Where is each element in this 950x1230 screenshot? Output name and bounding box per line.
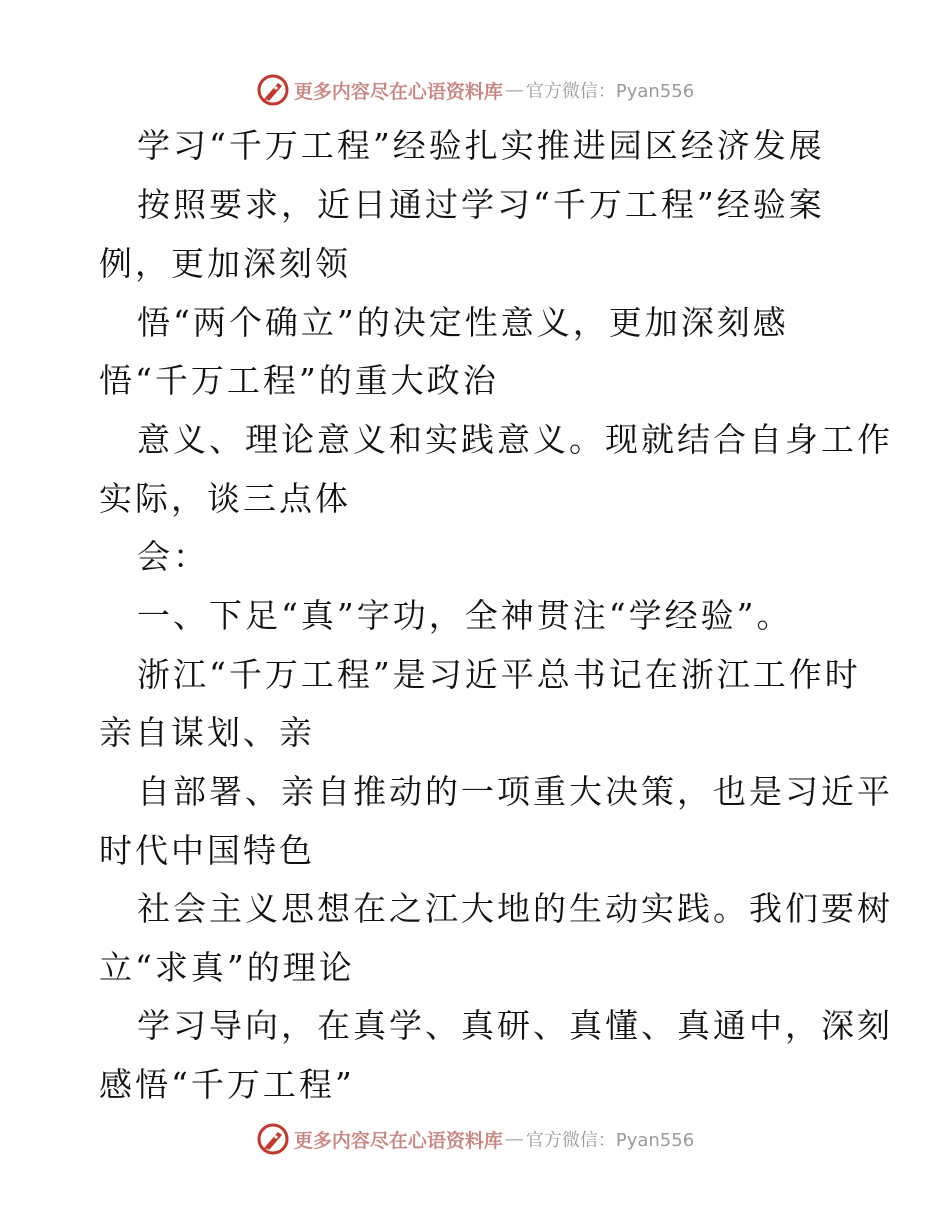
banner-brand-text: 更多内容尽在心语资料库	[293, 1129, 503, 1152]
paragraph-line: 按照要求，近日通过学习“千万工程”经验案	[137, 185, 825, 224]
paragraph-line: 实际，谈三点体	[99, 479, 351, 518]
pen-logo-icon	[256, 1122, 290, 1156]
paragraph-line: 学习导向，在真学、真研、真懂、真通中，深刻	[137, 1006, 893, 1045]
header-banner	[0, 70, 950, 110]
banner-separator: —	[504, 1128, 524, 1150]
paragraph-line: 会：	[137, 537, 209, 576]
paragraph-line: 立“求真”的理论	[99, 948, 355, 987]
paragraph-line: 悟“千万工程”的重大政治	[99, 361, 499, 400]
paragraph-line: 社会主义思想在之江大地的生动实践。我们要树	[137, 889, 893, 928]
document-title: 学习“千万工程”经验扎实推进园区经济发展	[137, 126, 825, 165]
pen-logo-icon	[256, 73, 290, 107]
paragraph-line: 浙江“千万工程”是习近平总书记在浙江工作时	[137, 655, 861, 694]
banner-contact-text: 官方微信：Pyan556	[525, 1130, 695, 1151]
paragraph-line: 时代中国特色	[99, 831, 315, 870]
paragraph-line: 例，更加深刻领	[99, 244, 351, 283]
paragraph-line: 意义、理论意义和实践意义。现就结合自身工作	[137, 420, 893, 459]
banner-separator: —	[504, 79, 524, 101]
paragraph-line: 自部署、亲自推动的一项重大决策，也是习近平	[137, 772, 893, 811]
footer-banner	[0, 1119, 950, 1159]
paragraph-line: 亲自谋划、亲	[99, 713, 315, 752]
section-heading: 一、下足“真”字功，全神贯注“学经验”。	[137, 596, 793, 635]
banner-contact-text: 官方微信：Pyan556	[525, 81, 695, 102]
paragraph-line: 感悟“千万工程”	[99, 1065, 355, 1104]
paragraph-line: 悟“两个确立”的决定性意义，更加深刻感	[137, 303, 789, 342]
banner-brand-text: 更多内容尽在心语资料库	[293, 80, 503, 103]
